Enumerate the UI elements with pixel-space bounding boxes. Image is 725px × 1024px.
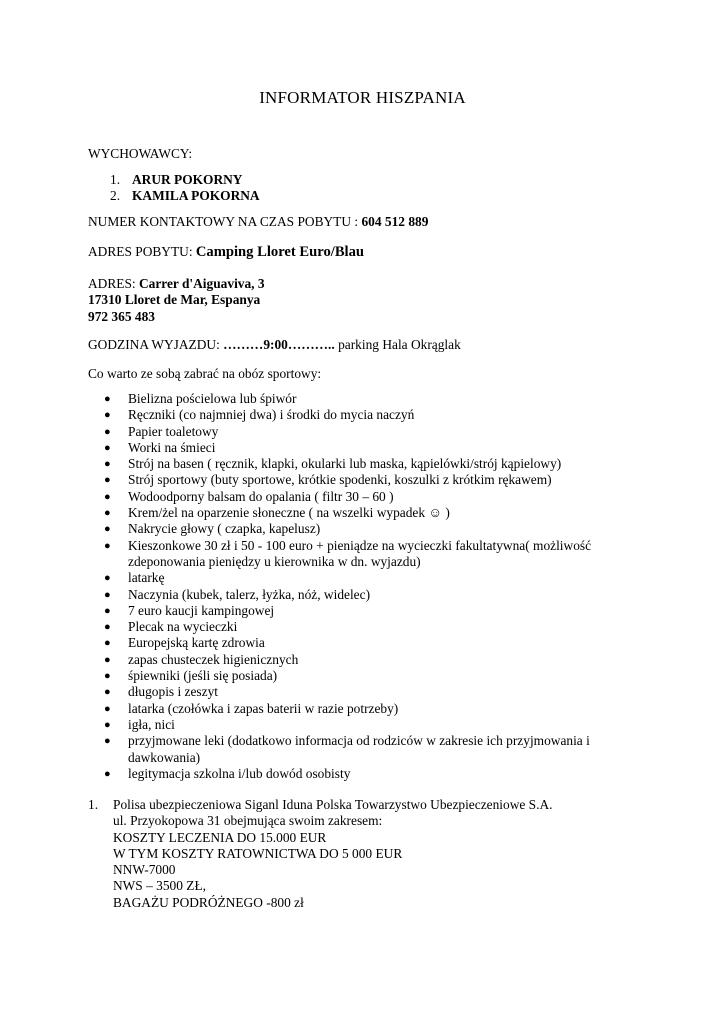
contact-line bbox=[88, 214, 685, 230]
list-item bbox=[104, 489, 624, 505]
stay-line bbox=[88, 244, 685, 260]
bullet-icon: ● bbox=[104, 458, 111, 471]
bullet-icon: ● bbox=[104, 393, 111, 405]
stay-label: ADRES POBYTU: bbox=[88, 244, 196, 259]
contact-phone: 604 512 889 bbox=[361, 214, 429, 229]
bullet-icon: ● bbox=[104, 604, 111, 617]
bullet-icon: ● bbox=[104, 588, 111, 601]
list-item-text: legitymacja szkolna i/lub dowód osobisty bbox=[128, 765, 351, 781]
bullet-icon: ● bbox=[104, 653, 111, 666]
teachers-label bbox=[88, 146, 685, 162]
address-city: 17310 Lloret de Mar, Espanya bbox=[88, 292, 261, 308]
list-item-text: Naczynia (kubek, talerz, łyżka, nóż, widelec) bbox=[128, 586, 371, 602]
bullet-icon: ● bbox=[104, 767, 111, 780]
bullet-icon: ● bbox=[104, 686, 111, 699]
address-phone: 972 365 483 bbox=[88, 308, 155, 324]
list-item bbox=[104, 440, 624, 456]
bullet-icon: ● bbox=[104, 735, 111, 748]
list-item bbox=[104, 570, 624, 586]
departure-time: ………9:00……….. bbox=[223, 337, 339, 352]
list-item-text: Plecak na wycieczki bbox=[128, 619, 238, 635]
packing-list bbox=[104, 391, 624, 782]
list-item-text: Ręczniki (co najmniej dwa) i środki do mycia naczyń bbox=[128, 407, 415, 423]
departure-place: parking Hala Okrąglak bbox=[338, 337, 461, 352]
list-item bbox=[104, 391, 624, 407]
list-item bbox=[104, 701, 624, 717]
policy-line: KOSZTY LECZENIA DO 15.000 EUR bbox=[113, 829, 327, 845]
list-item bbox=[104, 521, 624, 537]
teacher-item bbox=[110, 188, 260, 204]
list-item-text: latarka (czołówka i zapas baterii w razie potrzeby) bbox=[128, 700, 399, 716]
list-item-text: 7 euro kaucji kampingowej bbox=[128, 602, 275, 618]
bullet-icon: ● bbox=[104, 409, 111, 422]
bullet-icon: ● bbox=[104, 523, 111, 536]
list-item bbox=[104, 587, 624, 603]
teacher-item bbox=[110, 172, 260, 188]
list-item bbox=[104, 766, 624, 782]
list-item-text: śpiewniki (jeśli się posiada) bbox=[128, 668, 278, 684]
list-item-text: latarkę bbox=[128, 570, 165, 586]
list-item-text: Papier toaletowy bbox=[128, 423, 219, 439]
teacher-number: 1. bbox=[110, 172, 121, 187]
list-item-text: Strój sportowy (buty sportowe, krótkie spodenki, koszulki z krótkim rękawem) bbox=[128, 472, 552, 488]
list-item-text: Nakrycie głowy ( czapka, kapelusz) bbox=[128, 521, 321, 537]
bring-intro bbox=[88, 366, 685, 382]
list-item-text: Strój na basen ( ręcznik, klapki, okularki lub maska, kąpielówki/strój kąpielowy) bbox=[128, 456, 562, 472]
stay-place: Camping Lloret Euro/Blau bbox=[195, 244, 365, 260]
address-label: ADRES: bbox=[88, 276, 139, 291]
list-item bbox=[104, 538, 624, 571]
list-item-text: Wodoodporny balsam do opalania ( filtr 30 – 60 ) bbox=[128, 488, 394, 504]
bullet-icon: ● bbox=[104, 670, 111, 683]
list-item bbox=[104, 424, 624, 440]
teachers-list bbox=[110, 172, 260, 205]
list-item-text: Europejską kartę zdrowia bbox=[128, 635, 265, 651]
list-item bbox=[104, 472, 624, 488]
bullet-icon: ● bbox=[104, 572, 111, 585]
list-item bbox=[104, 603, 624, 619]
list-item bbox=[104, 505, 624, 521]
contact-label: NUMER KONTAKTOWY NA CZAS POBYTU : bbox=[88, 214, 362, 229]
policy-line: NNW-7000 bbox=[113, 862, 176, 878]
address-street: Carrer d'Aiguaviva, 3 bbox=[138, 276, 265, 291]
departure-line bbox=[88, 337, 685, 353]
policy-number: 1. bbox=[88, 797, 99, 812]
bullet-icon: ● bbox=[104, 490, 111, 503]
policy-line: ul. Przyokopowa 31 obejmująca swoim zakresem: bbox=[113, 813, 383, 829]
list-item-text: Krem/żel na oparzenie słoneczne ( na wszelki wypadek ☺ ) bbox=[128, 505, 450, 521]
bullet-icon: ● bbox=[104, 425, 111, 438]
bring-intro-text: Co warto ze sobą zabrać na obóz sportowy: bbox=[88, 366, 322, 381]
teachers-heading: WYCHOWAWCY: bbox=[88, 146, 193, 161]
list-item bbox=[104, 619, 624, 635]
list-item-text: Bielizna pościelowa lub śpiwór bbox=[128, 391, 297, 406]
list-item-text: przyjmowane leki (dodatkowo informacja od rodziców w zakresie ich przyjmowania i dawkowania) bbox=[128, 733, 590, 765]
bullet-icon: ● bbox=[104, 507, 111, 520]
teacher-number: 2. bbox=[110, 188, 121, 204]
bullet-icon: ● bbox=[104, 702, 111, 715]
list-item-text: igła, nici bbox=[128, 716, 175, 732]
bullet-icon: ● bbox=[104, 621, 111, 634]
list-item bbox=[104, 652, 624, 668]
list-item bbox=[104, 717, 624, 733]
policy-line: NWS – 3500 ZŁ, bbox=[113, 878, 206, 894]
teacher-name: ARUR POKORNY bbox=[132, 172, 243, 187]
bullet-icon: ● bbox=[104, 718, 111, 731]
list-item-text: Kieszonkowe 30 zł i 50 - 100 euro + pieniądze na wycieczki fakultatywna( możliwość zdeponowania pieniędzy u kierownika w dn. wyjazdu) bbox=[128, 537, 592, 569]
bullet-icon: ● bbox=[104, 637, 111, 650]
bullet-icon: ● bbox=[104, 474, 111, 487]
list-item bbox=[104, 668, 624, 684]
departure-label: GODZINA WYJAZDU: bbox=[88, 337, 224, 352]
list-item-text: długopis i zeszyt bbox=[128, 684, 219, 700]
policy-line: Polisa ubezpieczeniowa Siganl Iduna Polska Towarzystwo Ubezpieczeniowe S.A. bbox=[113, 797, 553, 812]
list-item-text: Worki na śmieci bbox=[128, 439, 216, 455]
list-item bbox=[104, 635, 624, 651]
policy-line: W TYM KOSZTY RATOWNICTWA DO 5 000 EUR bbox=[113, 845, 403, 861]
list-item bbox=[104, 456, 624, 472]
policy-lines bbox=[113, 797, 552, 911]
address-block bbox=[88, 276, 685, 325]
page-title: INFORMATOR HISZPANIA bbox=[259, 88, 466, 107]
list-item bbox=[104, 407, 624, 423]
teacher-name: KAMILA POKORNA bbox=[132, 188, 260, 204]
insurance-policy bbox=[88, 797, 608, 911]
policy-line: BAGAŻU PODRÓŻNEGO -800 zł bbox=[113, 894, 304, 910]
bullet-icon: ● bbox=[104, 441, 111, 454]
bullet-icon: ● bbox=[104, 539, 111, 552]
list-item-text: zapas chusteczek higienicznych bbox=[128, 651, 299, 667]
list-item bbox=[104, 684, 624, 700]
list-item bbox=[104, 733, 624, 766]
